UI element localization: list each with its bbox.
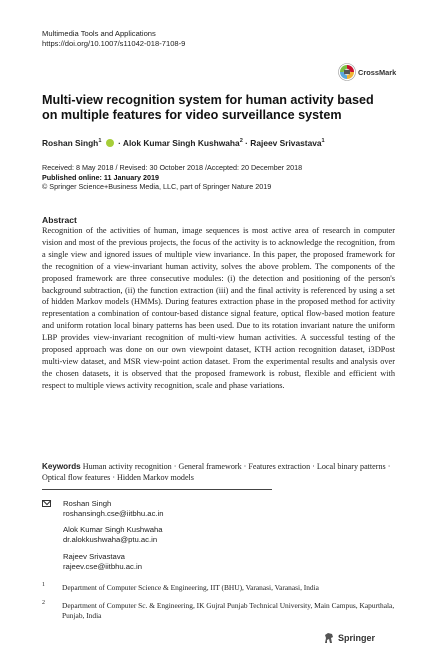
author-separator: · [245, 138, 248, 148]
contact-email[interactable]: dr.alokkushwaha@ptu.ac.in [63, 535, 158, 545]
footnote-divider [42, 489, 272, 490]
copyright-line: © Springer Science+Business Media, LLC, part of Springer Nature 2019 [42, 182, 272, 192]
contact-name: Alok Kumar Singh Kushwaha [63, 525, 163, 534]
contact-item [63, 552, 142, 573]
abstract-heading: Abstract [42, 215, 77, 225]
history-dates: Received: 8 May 2018 / Revised: 30 October 2018 /Accepted: 20 December 2018 [42, 163, 303, 172]
affiliation-number: 2 [42, 600, 45, 606]
keywords-label: Keywords [42, 462, 81, 471]
author-name[interactable]: Alok Kumar Singh Kushwaha [122, 138, 240, 148]
affiliation-text: Department of Computer Sc. & Engineering, IK Gujral Punjab Technical University, Main Campus, Kapurthala, Punjab, India [62, 601, 395, 621]
springer-horse-icon [323, 632, 335, 644]
keywords-list: Human activity recognition · General framework · Features extraction · Local binary patterns · Optical flow features · Hidden Markov models [42, 462, 391, 483]
crossmark-badge[interactable] [338, 63, 408, 83]
contact-name: Rajeev Srivastava [63, 552, 125, 561]
contact-item [63, 499, 164, 520]
orcid-icon[interactable] [106, 139, 114, 147]
author-affiliation-marker: 2 [239, 138, 243, 145]
author-list [42, 138, 325, 148]
author-name[interactable]: Rajeev Srivastava [250, 138, 322, 148]
publication-dates [42, 163, 302, 192]
crossmark-icon [338, 63, 356, 81]
journal-name: Multimedia Tools and Applications [42, 29, 156, 38]
published-online: Published online: 11 January 2019 [42, 172, 160, 182]
crossmark-label: CrossMark [358, 68, 397, 77]
contact-email[interactable]: rajeev.cse@iitbhu.ac.in [63, 562, 143, 572]
doi-link[interactable]: https://doi.org/10.1007/s11042-018-7108-9 [42, 39, 186, 48]
affiliation-text: Department of Computer Science & Engineering, IIT (BHU), Varanasi, Varanasi, India [62, 583, 319, 592]
envelope-icon [42, 500, 51, 507]
contact-name: Roshan Singh [63, 499, 112, 508]
paper-title: Multi-view recognition system for human activity based on multiple features for video surveillance system [42, 93, 374, 122]
correspondence-block [42, 499, 342, 579]
abstract-body: Recognition of the activities of human, image sequences is most active area of research in computer vision and most of the previous projects, the focus of the activity is to acknowledge the recognition, from a single view and ignored issues of multiple view invariance. In this paper, the proposed framework for the recognition of a view-invariant human activity, solves the above problem. The components of the proposed framework are three consecutive modules: (i) the detection and positioning of the person's background subtraction, (ii) the function extraction (iii) and the final activity is referenced by using a set of hidden Markov models (HMMs). During features extraction phase in the proposed method for activity representation a combination of contour-based distance signal feature, optical flow-based motion feature and uniform rotation local binary patterns has been used. Due to its rotation invariant nature the uniform LBP provides view-invariant recognition of multi-view human activities. A successful testing of the proposed approach was done on our own viewpoint dataset, KTH action recognition dataset, i3DPost multi-view dataset, and MSR view-point action dataset. From the experimental results and analysis over the chosen datasets, it is observed that the proposed framework is robust, flexible and efficient with respect to multiple views activity recognition, scale and phase variations. [42, 226, 395, 390]
author-affiliation-marker: 1 [98, 138, 102, 145]
journal-header [42, 29, 185, 49]
contact-item [63, 525, 163, 546]
springer-label: Springer [338, 633, 376, 643]
author-affiliation-marker: 1 [321, 138, 325, 145]
author-name[interactable]: Roshan Singh [42, 138, 99, 148]
keywords [42, 461, 395, 484]
author-separator: · [118, 138, 121, 148]
contact-email[interactable]: roshansingh.cse@iitbhu.ac.in [63, 509, 164, 519]
affiliation-number: 1 [42, 582, 45, 588]
springer-logo [323, 632, 403, 646]
